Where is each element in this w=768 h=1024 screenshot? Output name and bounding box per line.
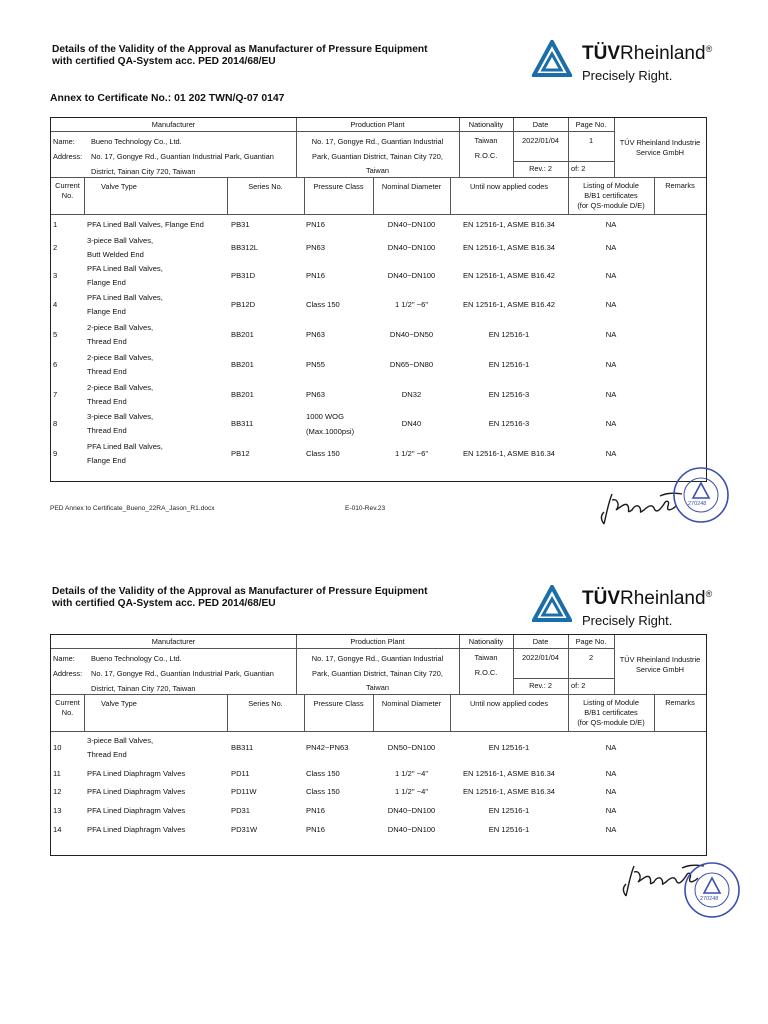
row-series-no: BB201	[231, 330, 254, 339]
row-series-no: BB201	[231, 390, 254, 399]
issue-date: 2022/01/04	[522, 136, 559, 145]
header-nominal-diameter: Nominal Diameter	[381, 699, 442, 708]
row-applied-codes: EN 12516-1, ASME B16.34	[462, 449, 556, 458]
header-listing-1: Listing of Module	[583, 698, 639, 707]
row-listing: NA	[605, 271, 617, 280]
header-current-no-2: No.	[61, 708, 74, 717]
row-valve-type: PFA Lined Diaphragm Valves	[87, 769, 186, 778]
row-nominal-diameter: DN65~DN80	[389, 360, 434, 369]
header-manufacturer: Manufacturer	[151, 637, 196, 646]
row-listing: NA	[605, 419, 617, 428]
header-pressure-class: Pressure Class	[313, 699, 364, 708]
document-title-line2-p2: with certified QA-System acc. PED 2014/68/EU	[52, 598, 276, 609]
row-pressure-class: (Max.1000psi)	[306, 427, 355, 436]
certificate-page-2	[0, 528, 768, 1024]
header-nationality: Nationality	[468, 120, 504, 129]
row-valve-type: Thread End	[87, 750, 127, 759]
row-valve-type: 3-piece Ball Valves,	[87, 236, 154, 245]
tuv-slogan: Precisely Right.	[582, 68, 673, 83]
row-applied-codes: EN 12516-1	[488, 806, 530, 815]
service-line2: Service GmbH	[635, 665, 685, 674]
row-series-no: PD31W	[231, 825, 258, 834]
row-number: 7	[53, 390, 58, 399]
row-pressure-class: PN16	[306, 220, 325, 229]
manufacturer-name: Bueno Technology Co., Ltd.	[91, 137, 182, 146]
plant-address-line3: Taiwan	[365, 166, 389, 175]
page-number: 1	[588, 136, 594, 145]
row-valve-type: PFA Lined Ball Valves, Flange End	[87, 220, 204, 229]
row-pressure-class: Class 150	[306, 300, 340, 309]
row-series-no: PB12D	[231, 300, 256, 309]
name-label: Name:	[53, 654, 75, 663]
row-nominal-diameter: DN40~DN100	[387, 806, 436, 815]
manufacturer-address-line1: No. 17, Gongye Rd., Guantian Industrial Park, Guantian	[91, 152, 274, 161]
row-series-no: PB31D	[231, 271, 256, 280]
issue-date: 2022/01/04	[522, 653, 559, 662]
footer-form-rev: E-010-Rev.23	[345, 505, 386, 512]
header-listing-2: B/B1 certificates	[584, 708, 638, 717]
plant-address-line3: Taiwan	[365, 683, 389, 692]
row-valve-type: PFA Lined Ball Valves,	[87, 293, 163, 302]
row-series-no: PD11	[231, 769, 250, 778]
row-nominal-diameter: 1 1/2" ~4"	[394, 769, 429, 778]
header-page-no: Page No.	[575, 637, 607, 646]
header-manufacturer: Manufacturer	[151, 120, 196, 129]
row-pressure-class: Class 150	[306, 449, 340, 458]
row-pressure-class: Class 150	[306, 769, 340, 778]
row-nominal-diameter: DN40~DN100	[387, 271, 436, 280]
address-label: Address:	[53, 669, 83, 678]
header-listing-3: (for QS-module D/E)	[577, 201, 645, 210]
manufacturer-address-line1: No. 17, Gongye Rd., Guantian Industrial Park, Guantian	[91, 669, 274, 678]
header-listing-3: (for QS-module D/E)	[577, 718, 645, 727]
row-series-no: PB31	[231, 220, 250, 229]
nationality-line1: Taiwan	[474, 136, 498, 145]
header-series-no: Series No.	[248, 699, 283, 708]
header-valve-type: Valve Type	[101, 699, 137, 708]
row-valve-type: Butt Welded End	[87, 250, 144, 259]
row-applied-codes: EN 12516-1, ASME B16.34	[462, 769, 556, 778]
header-remarks: Remarks	[665, 698, 695, 707]
revision: Rev.: 2	[529, 164, 552, 173]
row-series-no: PD31	[231, 806, 250, 815]
service-line2: Service GmbH	[635, 148, 685, 157]
plant-address-line2: Park, Guantian District, Tainan City 720,	[312, 669, 443, 678]
row-pressure-class: PN42~PN63	[306, 743, 349, 752]
row-valve-type: 2-piece Ball Valves,	[87, 353, 154, 362]
plant-address-line1: No. 17, Gongye Rd., Guantian Industrial	[311, 137, 444, 146]
row-number: 14	[53, 825, 62, 834]
name-label: Name:	[53, 137, 75, 146]
row-applied-codes: EN 12516-1	[488, 743, 530, 752]
header-current-no-2: No.	[61, 191, 74, 200]
header-valve-type: Valve Type	[101, 182, 137, 191]
tuv-stamp	[682, 860, 742, 920]
header-date: Date	[532, 120, 549, 129]
row-pressure-class: PN63	[306, 243, 325, 252]
row-applied-codes: EN 12516-3	[488, 419, 530, 428]
service-line1: TÜV Rheinland Industrie	[619, 138, 701, 147]
row-series-no: BB311	[231, 743, 254, 752]
row-nominal-diameter: DN40~DN100	[387, 825, 436, 834]
row-number: 10	[53, 743, 62, 752]
header-nominal-diameter: Nominal Diameter	[381, 182, 442, 191]
row-listing: NA	[605, 243, 617, 252]
row-listing: NA	[605, 390, 617, 399]
row-valve-type: Thread End	[87, 337, 127, 346]
row-nominal-diameter: 1 1/2" ~6"	[394, 300, 429, 309]
row-series-no: PB12	[231, 449, 250, 458]
document-title-line1: Details of the Validity of the Approval as Manufacturer of Pressure Equipment	[52, 44, 428, 55]
row-listing: NA	[605, 330, 617, 339]
tuv-stamp	[671, 465, 731, 525]
row-listing: NA	[605, 220, 617, 229]
row-applied-codes: EN 12516-1, ASME B16.34	[462, 243, 556, 252]
row-pressure-class: PN16	[306, 271, 325, 280]
row-valve-type: PFA Lined Diaphragm Valves	[87, 825, 186, 834]
header-remarks: Remarks	[665, 181, 695, 190]
document-title-line1-p2: Details of the Validity of the Approval as Manufacturer of Pressure Equipment	[52, 586, 428, 597]
header-production-plant: Production Plant	[350, 637, 405, 646]
row-valve-type: PFA Lined Diaphragm Valves	[87, 806, 186, 815]
header-page-no: Page No.	[575, 120, 607, 129]
row-nominal-diameter: DN40	[401, 419, 422, 428]
row-nominal-diameter: DN40~DN100	[387, 243, 436, 252]
row-valve-type: 3-piece Ball Valves,	[87, 736, 154, 745]
header-current-no-1: Current	[55, 181, 80, 190]
manufacturer-name: Bueno Technology Co., Ltd.	[91, 654, 182, 663]
header-listing-1: Listing of Module	[583, 181, 639, 190]
row-valve-type: Flange End	[87, 456, 126, 465]
row-number: 12	[53, 787, 62, 796]
row-applied-codes: EN 12516-3	[488, 390, 530, 399]
header-codes: Until now applied codes	[469, 699, 549, 708]
tuv-logo	[532, 40, 722, 100]
nationality-line2: R.O.C.	[474, 668, 498, 677]
row-applied-codes: EN 12516-1	[488, 825, 530, 834]
row-series-no: BB311	[231, 419, 254, 428]
row-valve-type: 2-piece Ball Valves,	[87, 323, 154, 332]
row-valve-type: PFA Lined Ball Valves,	[87, 264, 163, 273]
row-applied-codes: EN 12516-1	[488, 360, 530, 369]
tuv-triangle-icon	[532, 40, 572, 78]
tuv-brand: TÜVRheinland®	[582, 43, 713, 64]
row-number: 6	[53, 360, 58, 369]
row-pressure-class: 1000 WOG	[306, 412, 344, 421]
row-nominal-diameter: 1 1/2" ~4"	[394, 787, 429, 796]
row-nominal-diameter: DN40~DN100	[387, 220, 436, 229]
row-nominal-diameter: 1 1/2" ~6"	[394, 449, 429, 458]
address-label: Address:	[53, 152, 83, 161]
tuv-triangle-icon	[532, 585, 572, 623]
row-valve-type: Flange End	[87, 307, 126, 316]
row-valve-type: PFA Lined Diaphragm Valves	[87, 787, 186, 796]
stamp-number: 270248	[688, 501, 707, 507]
row-pressure-class: PN55	[306, 360, 325, 369]
document-title-line2: with certified QA-System acc. PED 2014/68/EU	[52, 56, 276, 67]
annex-certificate-number: Annex to Certificate No.: 01 202 TWN/Q-07 0147	[50, 93, 285, 104]
row-pressure-class: PN16	[306, 806, 325, 815]
row-number: 11	[53, 769, 61, 778]
header-date: Date	[532, 637, 549, 646]
row-valve-type: PFA Lined Ball Valves,	[87, 442, 163, 451]
row-listing: NA	[605, 743, 617, 752]
row-listing: NA	[605, 769, 617, 778]
row-listing: NA	[605, 825, 617, 834]
row-number: 13	[53, 806, 62, 815]
row-number: 3	[53, 271, 58, 280]
header-codes: Until now applied codes	[469, 182, 549, 191]
revision: Rev.: 2	[529, 681, 552, 690]
page-of: of: 2	[571, 164, 586, 173]
row-listing: NA	[605, 449, 617, 458]
header-production-plant: Production Plant	[350, 120, 405, 129]
plant-address-line1: No. 17, Gongye Rd., Guantian Industrial	[311, 654, 444, 663]
manufacturer-address-line2: District, Tainan City 720, Taiwan	[91, 684, 196, 693]
row-valve-type: 2-piece Ball Valves,	[87, 383, 154, 392]
row-applied-codes: EN 12516-1, ASME B16.34	[462, 787, 556, 796]
row-valve-type: Thread End	[87, 367, 127, 376]
footer-filename: PED Annex to Certificate_Bueno_22RA_Jason_R1.docx	[50, 505, 215, 512]
row-series-no: PD11W	[231, 787, 257, 796]
row-valve-type: Thread End	[87, 397, 127, 406]
header-nationality: Nationality	[468, 637, 504, 646]
row-listing: NA	[605, 300, 617, 309]
row-series-no: BB201	[231, 360, 254, 369]
row-applied-codes: EN 12516-1, ASME B16.42	[462, 300, 556, 309]
nationality-line1: Taiwan	[474, 653, 498, 662]
plant-address-line2: Park, Guantian District, Tainan City 720,	[312, 152, 443, 161]
row-number: 8	[53, 419, 58, 428]
row-pressure-class: PN63	[306, 390, 325, 399]
tuv-slogan: Precisely Right.	[582, 613, 673, 628]
row-listing: NA	[605, 360, 617, 369]
row-number: 9	[53, 449, 58, 458]
stamp-number: 270248	[700, 896, 719, 902]
row-pressure-class: Class 150	[306, 787, 340, 796]
row-valve-type: Flange End	[87, 278, 126, 287]
row-applied-codes: EN 12516-1	[488, 330, 530, 339]
approval-table-page-2	[50, 634, 707, 856]
header-series-no: Series No.	[248, 182, 283, 191]
page-of: of: 2	[571, 681, 586, 690]
approval-table-page-1	[50, 117, 707, 482]
row-number: 5	[53, 330, 58, 339]
header-current-no-1: Current	[55, 698, 80, 707]
row-listing: NA	[605, 806, 617, 815]
row-pressure-class: PN16	[306, 825, 325, 834]
header-pressure-class: Pressure Class	[313, 182, 364, 191]
manufacturer-address-line2: District, Tainan City 720, Taiwan	[91, 167, 196, 176]
page-number: 2	[588, 653, 594, 662]
row-nominal-diameter: DN40~DN50	[389, 330, 434, 339]
row-valve-type: Thread End	[87, 426, 127, 435]
row-valve-type: 3-piece Ball Valves,	[87, 412, 154, 421]
row-series-no: BB312L	[231, 243, 259, 252]
row-number: 2	[53, 243, 58, 252]
nationality-line2: R.O.C.	[474, 151, 498, 160]
row-number: 4	[53, 300, 58, 309]
row-nominal-diameter: DN32	[401, 390, 422, 399]
row-listing: NA	[605, 787, 617, 796]
row-number: 1	[53, 220, 58, 229]
tuv-brand: TÜVRheinland®	[582, 588, 713, 609]
service-line1: TÜV Rheinland Industrie	[619, 655, 701, 664]
row-nominal-diameter: DN50~DN100	[387, 743, 436, 752]
row-applied-codes: EN 12516-1, ASME B16.42	[462, 271, 556, 280]
row-pressure-class: PN63	[306, 330, 325, 339]
row-applied-codes: EN 12516-1, ASME B16.34	[462, 220, 556, 229]
header-listing-2: B/B1 certificates	[584, 191, 638, 200]
